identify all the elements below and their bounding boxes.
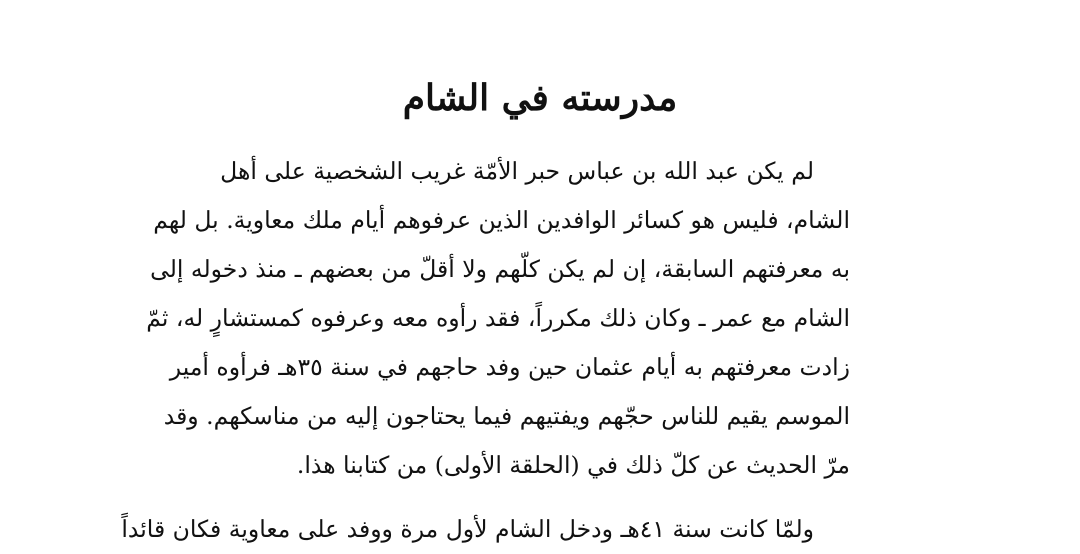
paragraph-1	[146, 147, 850, 490]
paragraph-line: الشام مع عمر ـ وكان ذلك مكرراً، فقد رأوه معه وعرفوه كمستشارٍ له، ثمّ	[146, 304, 850, 332]
paragraph-line: به معرفتهم السابقة، إن لم يكن كلّهم ولا أقلّ من بعضهم ـ منذ دخوله إلى	[150, 255, 850, 283]
paragraph-line: الموسم يقيم للناس حجّهم ويفتيهم فيما يحتاجون إليه من مناسكهم. وقد	[163, 402, 850, 430]
paragraph-line: الشام، فليس هو كسائر الوافدين الذين عرفوهم أيام ملك معاوية. بل لهم	[153, 206, 850, 234]
paragraph-line: لم يكن عبد الله بن عباس حبر الأمّة غريب الشخصية على أهل	[220, 157, 814, 185]
paragraph-line: زادت معرفتهم به أيام عثمان حين وفد حاجهم في سنة ٣٥هـ فرأوه أمير	[169, 353, 850, 381]
paragraph-line: ولمّا كانت سنة ٤١هـ ودخل الشام لأول مرة ووفد على معاوية فكان قائداً	[121, 515, 814, 543]
section-title: مدرسته في الشام	[402, 77, 678, 119]
paragraph-line: مرّ الحديث عن كلّ ذلك في (الحلقة الأولى) من كتابنا هذا.	[296, 451, 850, 479]
paragraph-2	[121, 505, 850, 554]
